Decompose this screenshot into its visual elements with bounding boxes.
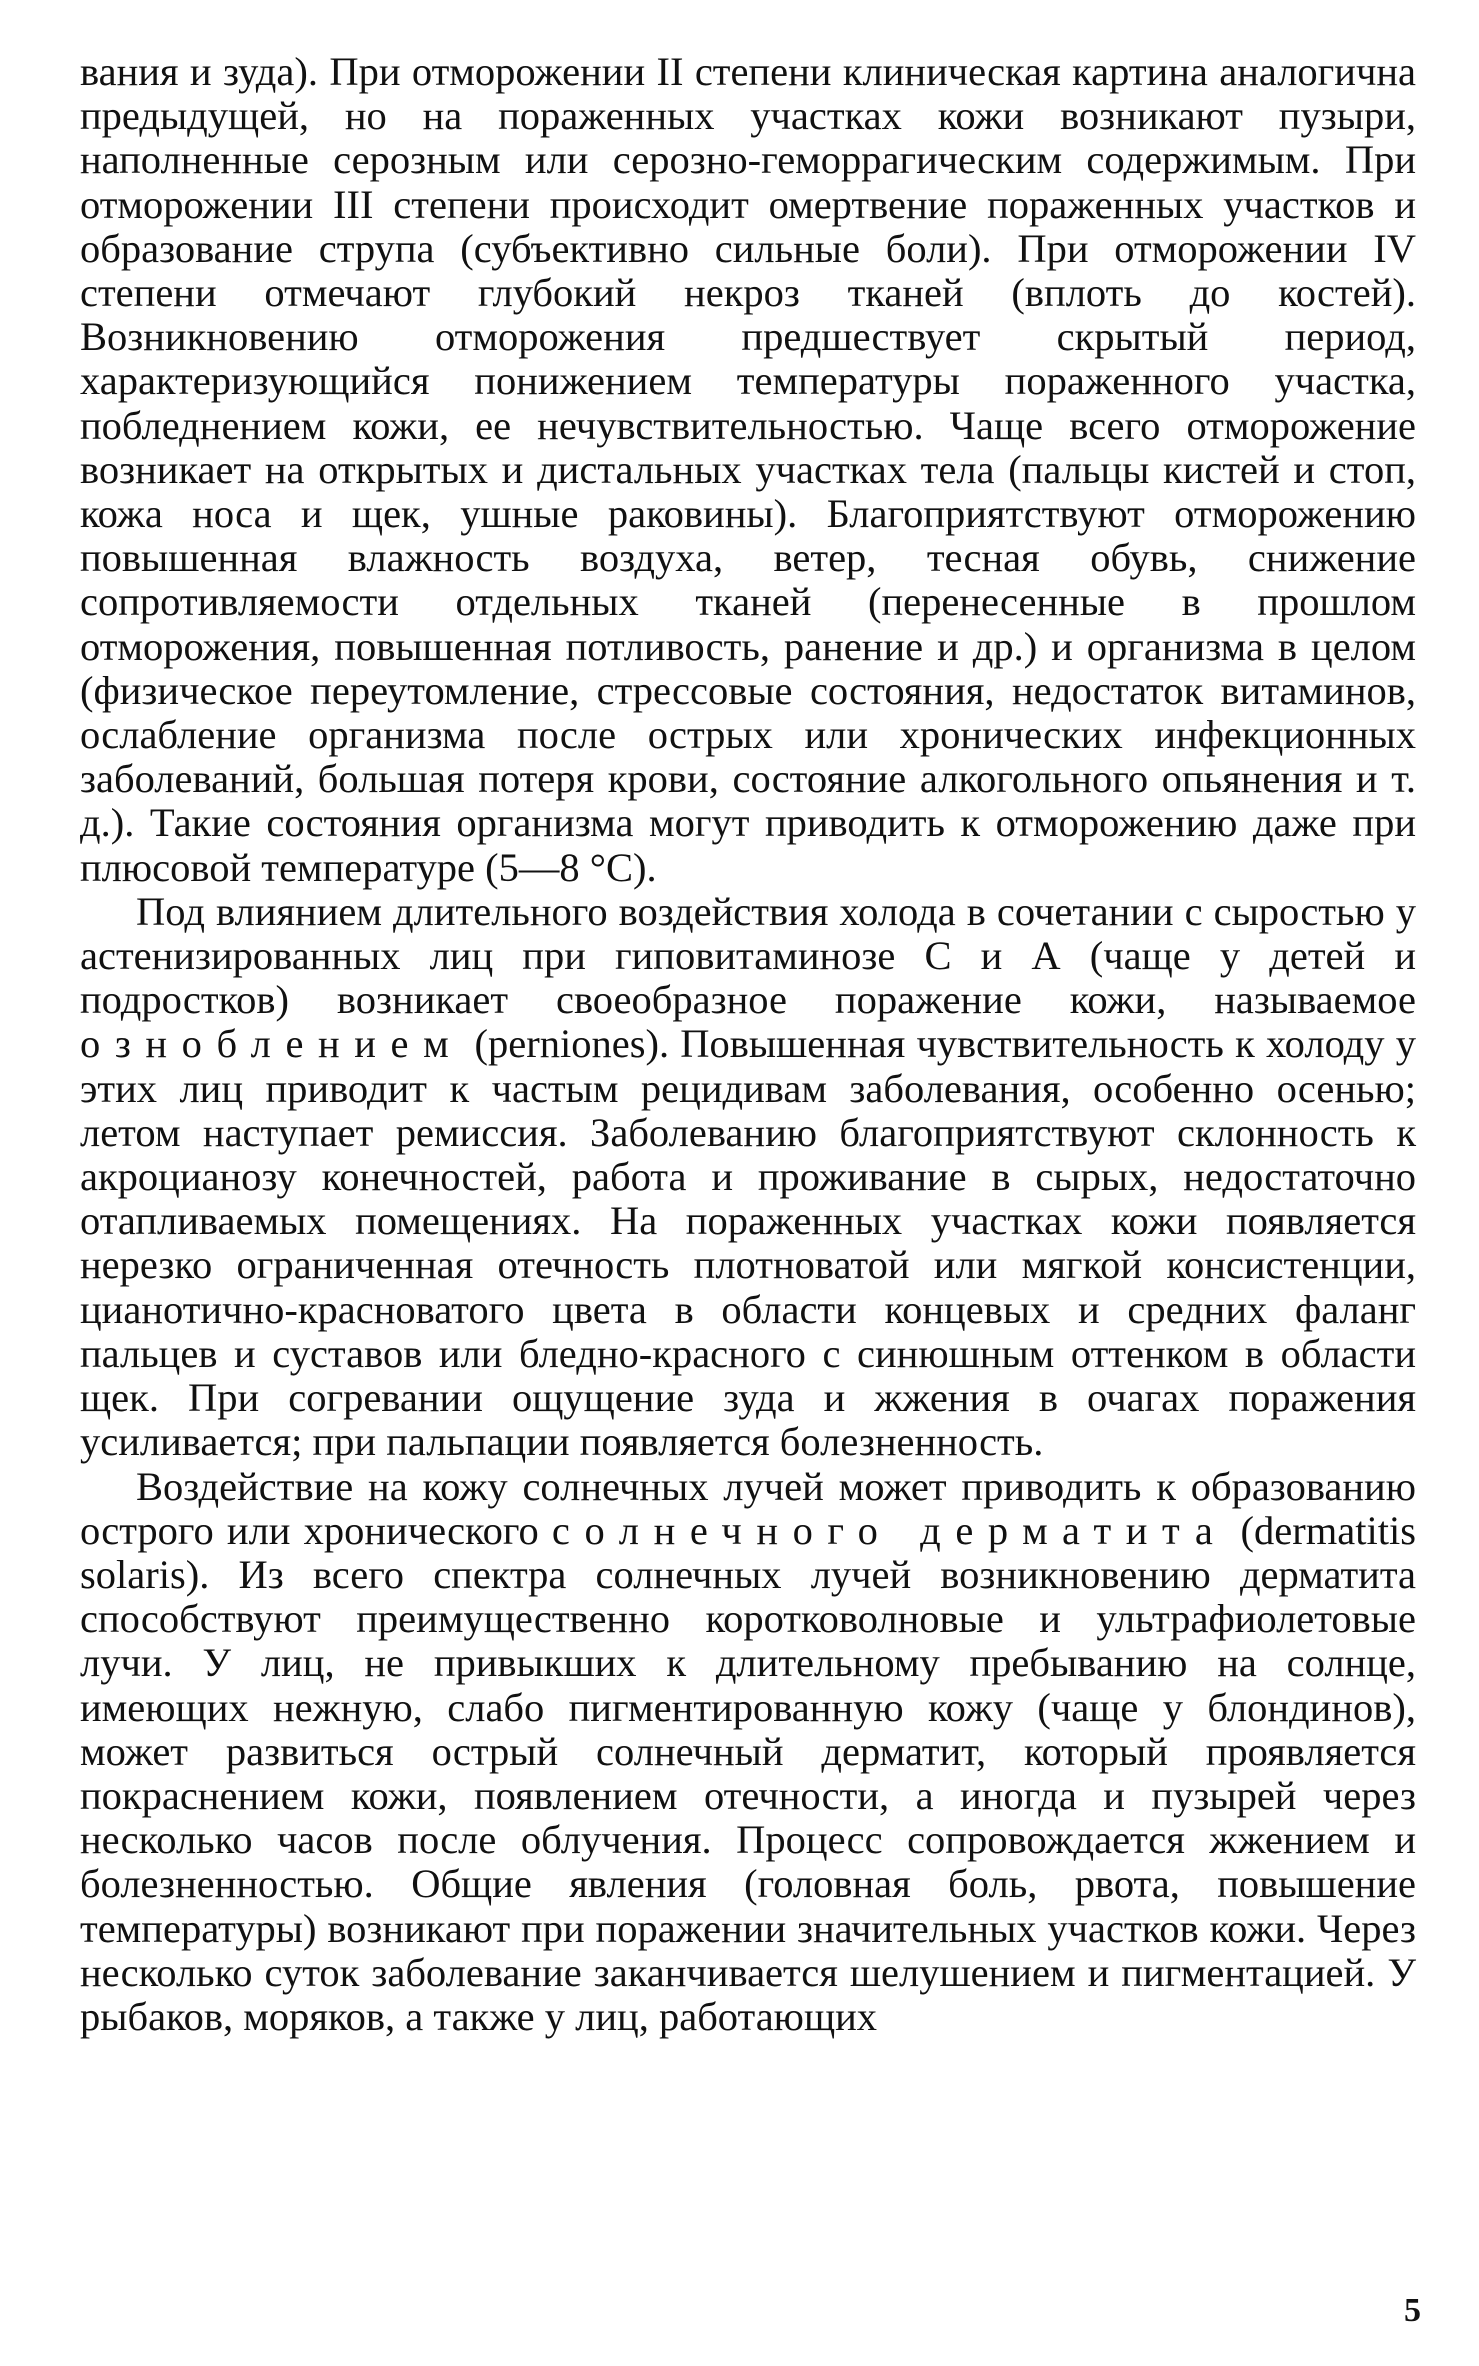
paragraph <box>80 1465 1416 2040</box>
text-segment: Под влиянием длительного воздействия холода в сочетании с сыростью у астенизированных лиц при гиповитаминозе С и А (чаще у детей и подростков) возникает своеобразное поражение кожи, называемое <box>80 888 1416 1023</box>
text-segment: Воздействие на кожу солнечных лучей может приводить к образованию острого или хронического <box>80 1463 1416 1553</box>
text-segment: вания и зуда). При отморожении II степени клиническая картина аналогична предыдущей, но на пораженных участках кожи возникают пузыри, наполненные серозным или серозно-геморрагическим содержимым. При отморожении III степени происходит омертвение пораженных участков и образование струпа (субъективно сильные боли). При отморожении IV степени отмечают глубокий некроз тканей (вплоть до костей). Возникновению отморожения предшествует скрытый период, характеризующийся понижением температуры пораженного участка, побледнением кожи, ее нечувствительностью. Чаще всего отморожение возникает на открытых и дистальных участках тела (пальцы кистей и стоп, кожа носа и щек, ушные раковины). Благоприятствуют отморожению повышенная влажность воздуха, ветер, тесная обувь, снижение сопротивляемости отдельных тканей (перенесенные в прошлом отморожения, повышенная потливость, ранение и др.) и организма в целом (физическое переутомление, стрессовые состояния, недостаток витаминов, ослабление организма после острых или хронических инфекционных заболеваний, большая потеря крови, состояние алкогольного опьянения и т. д.). Такие состояния организма могут приводить к отморожению даже при плюсовой температуре (5—8 °С). <box>80 49 1416 890</box>
paragraph <box>80 890 1416 1465</box>
text-segment: (dermatitis solaris). Из всего спектра солнечных лучей возникновению дерматита способствуют преимущественно коротковолновые и ультрафиолетовые лучи. У лиц, не привыкших к длительному пребыванию на солнце, имеющих нежную, слабо пигментированную кожу (чаще у блондинов), может развиться острый солнечный дерматит, который проявляется покраснением кожи, появлением отечности, а иногда и пузырей через несколько часов после облучения. Процесс сопровождается жжением и болезненностью. Общие явления (головная боль, рвота, повышение температуры) возникают при поражении значительных участков кожи. Через несколько суток заболевание заканчивается шелушением и пигментацией. У рыбаков, моряков, а также у лиц, работающих <box>80 1507 1416 2039</box>
body-text <box>80 50 1416 2039</box>
paragraph <box>80 50 1416 890</box>
emphasized-term: солнечного дерматита <box>551 1507 1228 1553</box>
page-number: 5 <box>1404 2292 1421 2329</box>
text-segment: (perniones). Повышенная чувствительность к холоду у этих лиц приводит к частым рецидивам заболевания, особенно осенью; летом наступает ремиссия. Заболеванию благоприятствуют склонность к акроцианозу конечностей, работа и проживание в сырых, недостаточно отапливаемых помещениях. На пораженных участках кожи появляется нерезко ограниченная отечность плотноватой или мягкой консистенции, цианотично-красноватого цвета в области концевых и средних фаланг пальцев и суставов или бледно-красного с синюшным оттенком в области щек. При согревании ощущение зуда и жжения в очагах поражения усиливается; при пальпации появляется болезненность. <box>80 1021 1416 1465</box>
emphasized-term: озноблением <box>80 1021 464 1067</box>
